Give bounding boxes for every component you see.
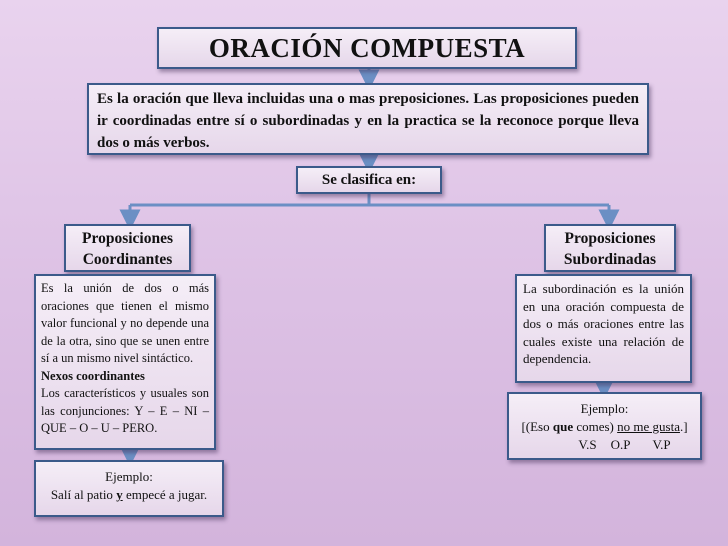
coordinantes-example-sentence: Salí al patio y empecé a jugar.: [50, 487, 208, 502]
label-vp: V.P: [652, 437, 671, 452]
subordinadas-example-underlined: no me gusta: [617, 419, 680, 434]
page-title: ORACIÓN COMPUESTA: [157, 27, 577, 69]
coordinantes-description-box: [34, 274, 216, 450]
classification-box: Se clasifica en:: [296, 166, 442, 194]
subordinadas-example-box: [507, 392, 702, 460]
coordinantes-heading-box: [64, 224, 191, 272]
subordinadas-example-sentence: [(Eso que comes) no me gusta.]: [521, 419, 688, 434]
coordinantes-example-label: Ejemplo:: [105, 469, 153, 484]
label-op: O.P: [610, 437, 631, 452]
coordinantes-example-nexo: y: [116, 487, 123, 502]
coordinantes-description: Es la unión de dos o más oraciones que tienen el mismo valor funcional y no depende una de la otra, sino que se unen entre sí a un mismo nivel sintáctico.: [41, 281, 209, 365]
definition-box: Es la oración que lleva incluidas una o mas preposiciones. Las proposiciones pueden ir coordinadas entre sí o subordinadas y en la practica se la reconoce porque lleva dos o más verbos.: [87, 83, 649, 155]
subordinadas-heading-line2: Subordinadas: [563, 251, 657, 268]
coordinantes-heading-line2: Coordinantes: [82, 251, 173, 268]
label-vs: V.S: [578, 437, 597, 452]
subordinadas-example-que: que: [552, 419, 574, 434]
coordinantes-example-box: [34, 460, 224, 517]
subordinadas-example-labels: [509, 436, 700, 454]
subordinadas-heading-box: [544, 224, 676, 272]
subordinadas-description-box: La subordinación es la unión en una oración compuesta de dos o más oraciones entre las cuales existe una relación de dependencia.: [515, 274, 692, 383]
nexos-text: Los característicos y usuales son las conjunciones: Y – E – NI – QUE – O – U – PERO.: [41, 386, 209, 435]
coordinantes-heading-line1: Proposiciones: [82, 230, 173, 247]
subordinadas-heading-line1: Proposiciones: [564, 230, 656, 247]
subordinadas-example-label: Ejemplo:: [580, 401, 629, 416]
nexos-heading: Nexos coordinantes: [41, 368, 145, 383]
